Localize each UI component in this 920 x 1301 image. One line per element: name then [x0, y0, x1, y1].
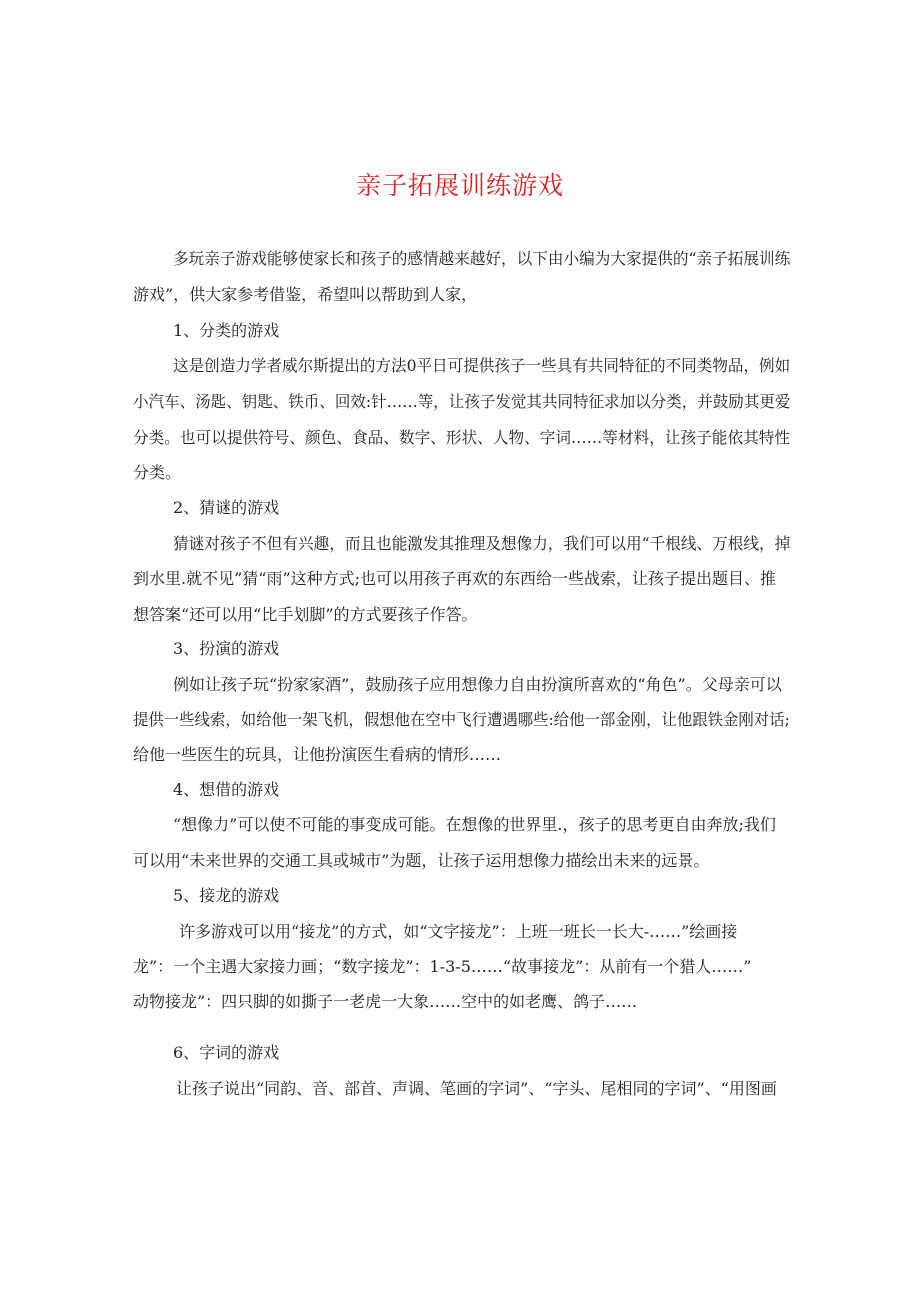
section-1-line-1: 这是创造力学者威尔斯提出的方法0平日可提供孩子一些具有共同特征的不同类物品，例如 [173, 356, 791, 375]
intro-line-2: 游戏”，供大家参考借鉴，希望叫以帮助到人家， [133, 285, 478, 304]
section-heading-1: 1、分类的游戏 [173, 321, 280, 340]
section-4-line-1: “想像力”可以使不可能的事变成可能。在想像的世界里.，孩子的思考更自由奔放;我们 [173, 815, 776, 834]
section-3-line-1: 例如让孩子玩“扮家家酒”，鼓励孩子应用想像力自由扮演所喜欢的“角色”。父母亲可以 [173, 675, 782, 694]
section-heading-5: 5、接龙的游戏 [173, 886, 280, 905]
section-heading-2: 2、猜谜的游戏 [173, 498, 280, 517]
section-3-line-2: 提供一些线索，如给他一架飞机，假想他在空中飞行遭遇哪些:给他一部金刚，让他跟铁金刚对话; [133, 710, 790, 729]
section-5-line-3: 动物接龙”：四只脚的如撕子一老虎一大象……空中的如老鹰、鸽子…… [133, 992, 638, 1011]
section-3-line-3: 给他一些医生的玩具，让他扮演医生看病的情形…… [133, 745, 502, 764]
section-2-line-2: 到水里.就不见”猜“雨”这种方式;也可以用孩子再欢的东西给一些战索，让孩子提出题目、推 [133, 569, 777, 588]
section-1-line-3: 分类。也可以提供符号、颜色、食品、数字、形状、人物、字词……等材料，让孩子能依其特性 [133, 428, 791, 447]
section-heading-6: 6、字词的游戏 [173, 1043, 280, 1062]
document-title: 亲子拓展训练游戏 [355, 171, 564, 200]
section-5-line-1: 许多游戏可以用“接龙”的方式，如“文字接龙”：上班一班长一长大-……”绘画接 [179, 922, 738, 941]
section-6-line-1: 让孩子说出“同韵、音、部首、声调、笔画的字词”、“字头、尾相同的字词”、“用图画 [176, 1079, 777, 1098]
section-4-line-2: 可以用“未来世界的交通工具或城市”为题，让孩子运用想像力描绘出未来的远景。 [133, 851, 710, 870]
section-heading-3: 3、扮演的游戏 [173, 639, 280, 658]
section-1-line-2: 小汽车、汤匙、钥匙、铁币、回效:针……等，让孩子发觉其共同特征求加以分类，并鼓励其更爱 [133, 392, 791, 411]
section-heading-4: 4、想借的游戏 [173, 780, 280, 799]
intro-line-1: 多玩亲子游戏能够使家长和孩子的感情越来越好，以下由小编为大家提供的“亲子拓展训练 [173, 249, 791, 268]
section-1-line-4: 分类。 [133, 463, 182, 482]
section-2-line-3: 想答案“还可以用“比手划脚”的方式要孩子作答。 [133, 605, 478, 624]
section-5-line-2: 龙”：一个主遇大家接力画；“数字接龙”：1-3-5……“故事接龙”：从前有一个猎人……” [133, 957, 752, 976]
section-2-line-1: 猜谜对孩子不但有兴趣，而且也能激发其推理及想像力，我们可以用“千根线、万根线，掉 [173, 534, 791, 553]
